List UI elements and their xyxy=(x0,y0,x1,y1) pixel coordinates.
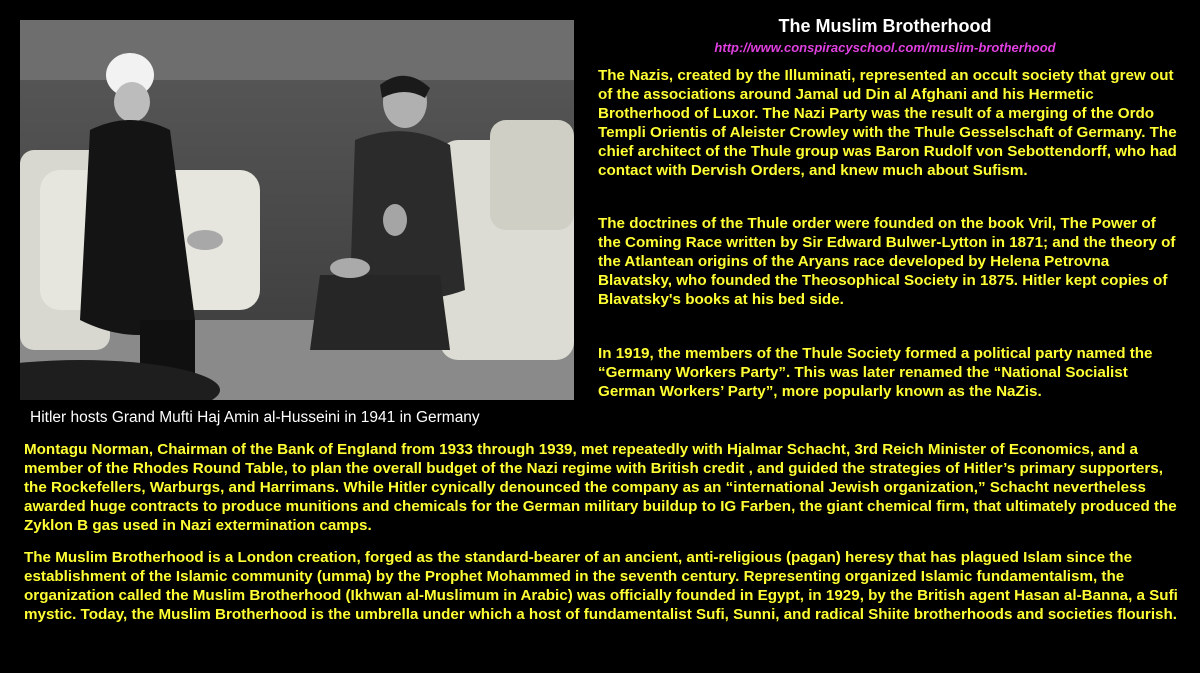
photo-caption: Hitler hosts Grand Mufti Haj Amin al-Husseini in 1941 in Germany xyxy=(30,409,480,426)
paragraph-workers-party: In 1919, the members of the Thule Society formed a political party named the “Germany Workers Party”. This was later renamed the “National Socialist German Workers’ Party”, more popularly known as the NaZis. xyxy=(598,345,1153,400)
historical-photo xyxy=(20,20,574,400)
source-url[interactable]: http://www.conspiracyschool.com/muslim-brotherhood xyxy=(714,40,1056,55)
paragraph-nazi-origins: The Nazis, created by the Illuminati, represented an occult society that grew out of the associations around Jamal ud Din al Afghani and his Hermetic Brotherhood of Luxor. The Nazi Party was the result of a merging of the Ordo Templi Orientis of Aleister Crowley with the Thule Gesselschaft of Germany. The chief architect of the Thule group was Baron Rudolf von Sebottendorff, who had contact with Dervish Orders, and knew much about Sufism. xyxy=(598,67,1177,179)
photo-illustration xyxy=(20,20,574,400)
page-title: The Muslim Brotherhood xyxy=(778,16,992,36)
paragraph-thule-doctrines: The doctrines of the Thule order were founded on the book Vril, The Power of the Coming Race written by Sir Edward Bulwer-Lytton in 1871; and the theory of the Atlantean origins of the Aryans race developed by Helena Petrovna Blavatsky, who founded the Theosophical Society in 1875. Hitler kept copies of Blavatsky's books at his bed side. xyxy=(598,215,1176,308)
paragraph-muslim-brotherhood: The Muslim Brotherhood is a London creation, forged as the standard-bearer of an ancient, anti-religious (pagan) heresy that has plagued Islam since the establishment of the Islamic community (umma) by the Prophet Mohammed in the seventh century. Representing organized Islamic fundamentalism, the organization called the Muslim Brotherhood (Ikhwan al-Muslimum in Arabic) was officially founded in Egypt, in 1929, by the British agent Hasan al-Banna, a Sufi mystic. Today, the Muslim Brotherhood is the umbrella under which a host of fundamentalist Sufi, Sunni, and radical Shiite brotherhoods and societies flourish. xyxy=(24,549,1178,623)
paragraph-montagu-norman: Montagu Norman, Chairman of the Bank of England from 1933 through 1939, met repeatedly with Hjalmar Schacht, 3rd Reich Minister of Economics, and a member of the Rhodes Round Table, to plan the overall budget of the Nazi regime with British credit , and guided the strategies of Hitler’s primary supporters, the Rockefellers, Warburgs, and Harrimans. While Hitler cynically denounced the company as an “international Jewish organization,” Schacht nevertheless awarded huge contracts to produce munitions and chemicals for the German military buildup to IG Farben, the giant chemical firm, that ultimately produced the Zyklon B gas used in Nazi extermination camps. xyxy=(24,441,1177,534)
